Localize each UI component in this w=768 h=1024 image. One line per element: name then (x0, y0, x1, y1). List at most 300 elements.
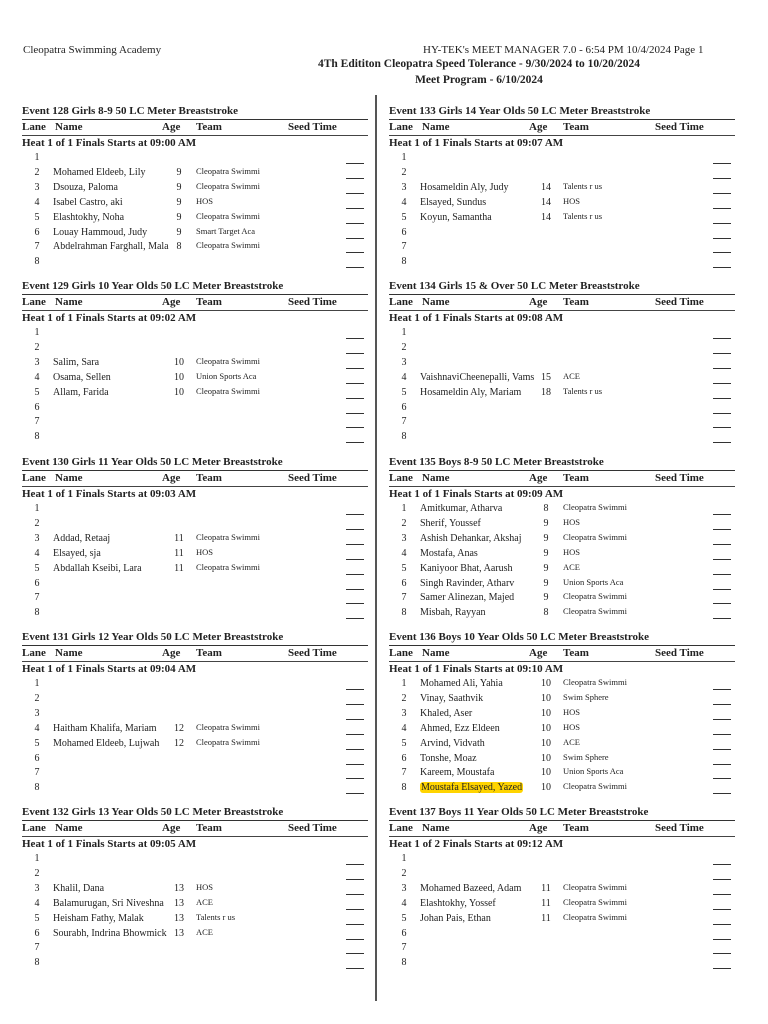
seed-time-blank (713, 514, 731, 515)
seed-time-blank (346, 968, 364, 969)
col-lane: Lane (22, 472, 46, 484)
lane-row (389, 723, 735, 738)
lane-row (22, 883, 368, 898)
lane-number: 2 (34, 867, 40, 879)
col-name: Name (422, 121, 450, 133)
swimmer-age: 14 (541, 181, 551, 193)
rule (389, 661, 735, 662)
lane-row (22, 416, 368, 431)
lane-number: 6 (34, 577, 40, 589)
swimmer-team: Cleopatra Swimmi (196, 721, 260, 732)
swimmer-name: Addad, Retaaj (53, 532, 111, 544)
lane-number: 1 (34, 327, 40, 338)
rule (389, 119, 735, 120)
lane-row (22, 152, 368, 167)
lane-row (389, 957, 735, 972)
swimmer-age: 9 (543, 547, 549, 559)
seed-time-blank (346, 764, 364, 765)
lane-row (389, 548, 735, 563)
col-name: Name (55, 121, 83, 133)
swimmer-team: Talents r us (563, 385, 603, 396)
col-seed-time: Seed Time (655, 296, 704, 308)
lane-number: 5 (401, 386, 407, 398)
software-info: HY-TEK's MEET MANAGER 7.0 - 6:54 PM 10/4/2024 Page 1 (423, 44, 704, 56)
seed-time-blank (346, 589, 364, 590)
swimmer-name: Isabel Castro, aki (53, 196, 123, 208)
lane-row (389, 167, 735, 182)
swimmer-name: Elashtokhy, Yossef (420, 897, 496, 909)
swimmer-name: Amitkumar, Atharva (420, 503, 503, 514)
lane-number: 3 (401, 356, 407, 368)
seed-time-blank (346, 618, 364, 619)
event-block (22, 105, 368, 275)
lane-number: 4 (34, 547, 40, 559)
swimmer-age: 10 (541, 678, 551, 689)
col-name: Name (55, 647, 83, 659)
rule (22, 645, 368, 646)
lane-row (22, 256, 368, 271)
seed-time-blank (713, 618, 731, 619)
lane-number: 2 (401, 166, 407, 178)
lane-number: 7 (34, 942, 40, 954)
heat-info: Heat 1 of 1 Finals Starts at 09:02 AM (22, 312, 197, 324)
col-name: Name (422, 822, 450, 834)
swimmer-name: Heisham Fathy, Malak (53, 912, 144, 924)
swimmer-name: Misbah, Rayyan (420, 607, 486, 619)
lane-row (389, 738, 735, 753)
swimmer-team: HOS (563, 516, 581, 527)
lane-row (389, 518, 735, 533)
rule (22, 820, 368, 821)
swimmer-team: Union Sports Aca (563, 766, 624, 777)
col-lane: Lane (22, 822, 46, 834)
col-lane: Lane (22, 647, 46, 659)
lane-number: 4 (34, 196, 40, 208)
swimmer-age: 10 (541, 737, 551, 749)
lane-row (389, 782, 735, 797)
seed-time-blank (346, 879, 364, 880)
col-team: Team (196, 296, 222, 308)
swimmer-team: Swim Sphere (563, 691, 609, 702)
swimmer-name: Hosameldin Aly, Mariam (420, 386, 522, 398)
col-age: Age (162, 121, 181, 133)
lane-number: 3 (401, 882, 407, 894)
swimmer-age: 10 (174, 386, 184, 398)
swimmer-age: 11 (541, 882, 551, 894)
swimmer-team: Union Sports Aca (196, 370, 257, 381)
seed-time-blank (713, 939, 731, 940)
rule (22, 294, 368, 295)
lane-number: 3 (401, 532, 407, 544)
swimmer-age: 10 (541, 782, 551, 794)
seed-time-blank (713, 719, 731, 720)
swimmer-age: 11 (541, 897, 551, 909)
swimmer-name: Salim, Sara (53, 356, 100, 368)
seed-time-blank (713, 864, 731, 865)
lane-row (22, 708, 368, 723)
col-lane: Lane (389, 472, 413, 484)
lane-row (22, 402, 368, 417)
swimmer-name: Abdallah Kseibi, Lara (53, 562, 142, 574)
col-age: Age (529, 296, 548, 308)
lane-number: 8 (401, 256, 407, 268)
lane-row (22, 518, 368, 533)
swimmer-name: Dsouza, Paloma (53, 181, 118, 193)
seed-time-blank (713, 223, 731, 224)
lane-number: 4 (34, 722, 40, 734)
lane-number: 7 (401, 416, 407, 428)
swimmer-team: Cleopatra Swimmi (196, 240, 260, 251)
col-team: Team (196, 472, 222, 484)
swimmer-name: Ahmed, Ezz Eldeen (420, 722, 500, 734)
event-title: Event 130 Girls 11 Year Olds 50 LC Meter Breaststroke (22, 456, 283, 468)
swimmer-age: 11 (174, 532, 184, 544)
lane-row (22, 167, 368, 182)
rule (22, 486, 368, 487)
col-lane: Lane (22, 296, 46, 308)
rule (22, 470, 368, 471)
lane-row (22, 913, 368, 928)
seed-time-blank (713, 603, 731, 604)
col-seed-time: Seed Time (288, 121, 337, 133)
lane-number: 3 (34, 356, 40, 368)
swimmer-team: Cleopatra Swimmi (563, 896, 627, 907)
lane-row (22, 678, 368, 693)
lane-row (22, 898, 368, 913)
lane-number: 4 (401, 196, 407, 208)
swimmer-team: ACE (563, 736, 580, 747)
lane-row (22, 241, 368, 256)
seed-time-blank (346, 338, 364, 339)
lane-row (389, 256, 735, 271)
lane-row (389, 693, 735, 708)
lane-row (22, 227, 368, 242)
lane-row (389, 678, 735, 693)
col-seed-time: Seed Time (655, 822, 704, 834)
col-seed-time: Seed Time (288, 296, 337, 308)
swimmer-age: 14 (541, 211, 551, 223)
col-lane: Lane (389, 296, 413, 308)
col-team: Team (563, 822, 589, 834)
lane-number: 5 (34, 386, 40, 398)
swimmer-age: 12 (174, 722, 184, 734)
lane-number: 5 (401, 211, 407, 223)
swimmer-team: Talents r us (563, 180, 603, 191)
swimmer-age: 9 (176, 196, 182, 208)
lane-row (389, 883, 735, 898)
lane-number: 7 (34, 767, 40, 779)
lane-number: 8 (34, 431, 40, 443)
lane-number: 2 (401, 692, 407, 704)
event-title: Event 137 Boys 11 Year Olds 50 LC Meter Breaststroke (389, 806, 649, 818)
lane-number: 4 (401, 547, 407, 559)
swimmer-name: Vinay, Saathvik (420, 692, 484, 704)
seed-time-blank (713, 208, 731, 209)
col-name: Name (55, 296, 83, 308)
swimmer-name: Mohamed Bazeed, Adam (420, 882, 522, 894)
lane-row (389, 387, 735, 402)
col-team: Team (196, 822, 222, 834)
swimmer-name: Haitham Khalifa, Mariam (53, 722, 157, 734)
swimmer-team: Cleopatra Swimmi (196, 355, 260, 366)
lane-number: 6 (401, 401, 407, 413)
rule (389, 820, 735, 821)
lane-number: 1 (34, 678, 40, 689)
col-age: Age (529, 121, 548, 133)
event-title: Event 136 Boys 10 Year Olds 50 LC Meter Breaststroke (389, 631, 650, 643)
seed-time-blank (346, 353, 364, 354)
rule (389, 310, 735, 311)
col-seed-time: Seed Time (655, 121, 704, 133)
seed-time-blank (346, 719, 364, 720)
event-block (22, 806, 368, 976)
lane-row (389, 152, 735, 167)
seed-time-blank (713, 529, 731, 530)
lane-row (22, 372, 368, 387)
lane-number: 7 (401, 942, 407, 954)
rule (22, 119, 368, 120)
seed-time-blank (713, 163, 731, 164)
heat-info: Heat 1 of 1 Finals Starts at 09:07 AM (389, 137, 564, 149)
lane-number: 5 (34, 211, 40, 223)
swimmer-name: Mohamed Eldeeb, Lily (53, 166, 146, 178)
swimmer-team: Cleopatra Swimmi (563, 606, 627, 617)
col-name: Name (55, 822, 83, 834)
event-title: Event 129 Girls 10 Year Olds 50 LC Meter Breaststroke (22, 280, 284, 292)
lane-number: 4 (401, 897, 407, 909)
swimmer-age: 12 (174, 737, 184, 749)
swimmer-age: 13 (174, 897, 184, 909)
lane-number: 6 (34, 226, 40, 238)
swimmer-age: 10 (174, 356, 184, 368)
event-block (22, 456, 368, 626)
swimmer-team: Talents r us (563, 210, 603, 221)
rule (389, 836, 735, 837)
lane-row (389, 182, 735, 197)
swimmer-age: 13 (174, 927, 184, 939)
lane-row (22, 607, 368, 622)
lane-number: 8 (401, 607, 407, 619)
meet-title: 4Th Edititon Cleopatra Speed Tolerance - 9/30/2024 to 10/20/2024 (317, 58, 640, 70)
swimmer-name: Sourabh, Indrina Bhowmick (53, 927, 167, 939)
event-title: Event 132 Girls 13 Year Olds 50 LC Meter Breaststroke (22, 806, 284, 818)
event-block (389, 456, 735, 626)
lane-number: 2 (401, 341, 407, 353)
lane-number: 1 (401, 678, 407, 689)
seed-time-blank (713, 178, 731, 179)
lane-number: 8 (401, 431, 407, 443)
seed-time-blank (713, 559, 731, 560)
swimmer-name: Khaled, Aser (420, 707, 473, 719)
lane-row (22, 693, 368, 708)
seed-time-blank (713, 589, 731, 590)
lane-number: 8 (401, 782, 407, 794)
lane-number: 1 (34, 853, 40, 864)
seed-time-blank (346, 894, 364, 895)
lane-row (389, 402, 735, 417)
col-team: Team (563, 296, 589, 308)
event-title: Event 131 Girls 12 Year Olds 50 LC Meter Breaststroke (22, 631, 284, 643)
seed-time-blank (346, 749, 364, 750)
event-block (22, 280, 368, 450)
lane-number: 5 (401, 737, 407, 749)
seed-time-blank (346, 223, 364, 224)
seed-time-blank (346, 793, 364, 794)
lane-number: 8 (34, 957, 40, 969)
seed-time-blank (713, 413, 731, 414)
seed-time-blank (346, 864, 364, 865)
lane-number: 7 (34, 592, 40, 604)
lane-row (389, 416, 735, 431)
col-name: Name (422, 296, 450, 308)
lane-number: 8 (34, 782, 40, 794)
swimmer-name: Elsayed, Sundus (420, 196, 487, 208)
swimmer-team: Cleopatra Swimmi (563, 531, 627, 542)
event-title: Event 128 Girls 8-9 50 LC Meter Breaststroke (22, 105, 238, 117)
heat-info: Heat 1 of 1 Finals Starts at 09:03 AM (22, 488, 197, 500)
lane-row (389, 753, 735, 768)
lane-number: 6 (401, 577, 407, 589)
lane-row (389, 928, 735, 943)
seed-time-blank (346, 398, 364, 399)
swimmer-team: HOS (196, 881, 214, 892)
seed-time-blank (346, 689, 364, 690)
lane-number: 4 (34, 371, 40, 383)
seed-time-blank (713, 368, 731, 369)
seed-time-blank (346, 383, 364, 384)
lane-number: 3 (401, 707, 407, 719)
seed-time-blank (346, 514, 364, 515)
lane-row (389, 533, 735, 548)
swimmer-age: 8 (543, 503, 549, 514)
swimmer-team: HOS (196, 546, 214, 557)
heat-info: Heat 1 of 1 Finals Starts at 09:10 AM (389, 663, 564, 675)
col-age: Age (162, 296, 181, 308)
swimmer-name: Ashish Dehankar, Akshaj (420, 532, 522, 544)
swimmer-team: Cleopatra Swimmi (563, 881, 627, 892)
swimmer-age: 11 (174, 547, 184, 559)
swimmer-team: Talents r us (196, 911, 236, 922)
lane-number: 6 (34, 401, 40, 413)
lane-number: 6 (401, 752, 407, 764)
lane-row (389, 942, 735, 957)
lane-row (22, 533, 368, 548)
col-name: Name (422, 647, 450, 659)
lane-number: 2 (34, 692, 40, 704)
seed-time-blank (346, 193, 364, 194)
swimmer-team: Cleopatra Swimmi (196, 531, 260, 542)
col-seed-time: Seed Time (288, 822, 337, 834)
swimmer-name: Allam, Farida (53, 386, 109, 398)
swimmer-name: Louay Hammoud, Judy (53, 226, 148, 238)
lane-number: 5 (401, 562, 407, 574)
seed-time-blank (713, 193, 731, 194)
seed-time-blank (346, 178, 364, 179)
column-divider (375, 95, 377, 1001)
lane-row (389, 708, 735, 723)
swimmer-age: 9 (176, 166, 182, 178)
swimmer-name: VaishnaviCheenepalli, Vams (420, 371, 535, 383)
swimmer-name: Elsayed, sja (53, 547, 101, 559)
seed-time-blank (713, 879, 731, 880)
swimmer-age: 9 (543, 577, 549, 589)
swimmer-age: 11 (174, 562, 184, 574)
col-name: Name (422, 472, 450, 484)
swimmer-name: Mohamed Eldeeb, Lujwah (53, 737, 160, 749)
seed-time-blank (713, 689, 731, 690)
lane-row (389, 592, 735, 607)
rule (22, 310, 368, 311)
lane-row (22, 782, 368, 797)
lane-number: 1 (401, 327, 407, 338)
lane-row (22, 753, 368, 768)
event-title: Event 135 Boys 8-9 50 LC Meter Breaststroke (389, 456, 604, 468)
lane-row (389, 227, 735, 242)
lane-row (22, 212, 368, 227)
lane-number: 1 (34, 152, 40, 163)
rule (389, 645, 735, 646)
swimmer-name: Moustafa Elsayed, Yazed (421, 782, 523, 794)
lane-row (389, 913, 735, 928)
lane-row (389, 503, 735, 518)
lane-row (389, 372, 735, 387)
heat-info: Heat 1 of 1 Finals Starts at 09:04 AM (22, 663, 197, 675)
rule (389, 294, 735, 295)
swimmer-name: Tonshe, Moaz (420, 752, 477, 764)
seed-time-blank (713, 544, 731, 545)
org-name: Cleopatra Swimming Academy (23, 44, 162, 56)
event-block (22, 631, 368, 801)
swimmer-team: Cleopatra Swimmi (563, 781, 627, 792)
lane-number: 3 (34, 532, 40, 544)
col-age: Age (529, 822, 548, 834)
seed-time-blank (713, 442, 731, 443)
swimmer-name: Hosameldin Aly, Judy (420, 181, 509, 193)
seed-time-blank (346, 909, 364, 910)
col-team: Team (563, 121, 589, 133)
seed-time-blank (713, 734, 731, 735)
swimmer-age: 10 (541, 707, 551, 719)
col-age: Age (529, 647, 548, 659)
swimmer-age: 10 (541, 692, 551, 704)
col-seed-time: Seed Time (288, 472, 337, 484)
lane-row (22, 853, 368, 868)
lane-row (389, 342, 735, 357)
col-age: Age (162, 647, 181, 659)
seed-time-blank (713, 909, 731, 910)
lane-number: 7 (401, 767, 407, 779)
swimmer-name: Elashtokhy, Noha (53, 211, 125, 223)
lane-row (389, 357, 735, 372)
lane-row (389, 607, 735, 622)
swimmer-age: 13 (174, 882, 184, 894)
lane-row (22, 578, 368, 593)
lane-number: 8 (34, 607, 40, 619)
seed-time-blank (713, 704, 731, 705)
lane-row (22, 431, 368, 446)
swimmer-age: 10 (541, 767, 551, 779)
heat-info: Heat 1 of 1 Finals Starts at 09:05 AM (22, 838, 197, 850)
swimmer-team: Cleopatra Swimmi (563, 911, 627, 922)
lane-number: 3 (34, 181, 40, 193)
seed-time-blank (346, 413, 364, 414)
rule (22, 661, 368, 662)
lane-row (22, 548, 368, 563)
swimmer-name: Koyun, Samantha (420, 211, 492, 223)
swimmer-team: Cleopatra Swimmi (563, 502, 627, 512)
col-name: Name (55, 472, 83, 484)
rule (389, 135, 735, 136)
